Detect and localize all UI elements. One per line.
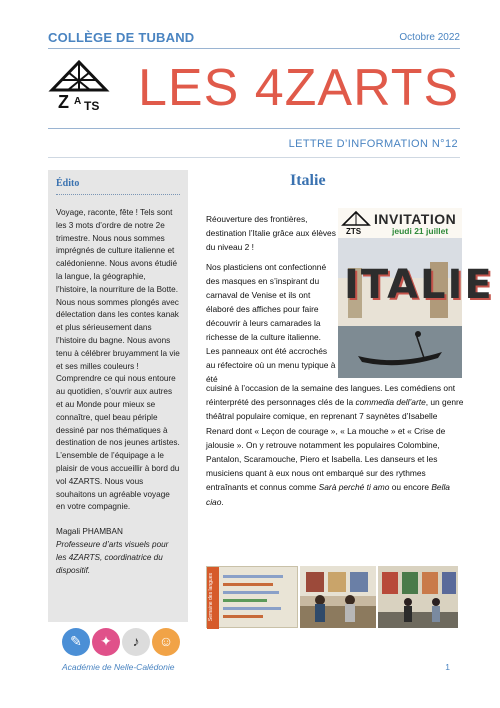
article-text: cuisiné à l’occasion de la semaine des langues. Les comédiens ont réinterprété des personnages clés de la <box>206 383 456 408</box>
newsletter-title: LES 4ZARTS <box>138 59 460 117</box>
classroom-photo <box>300 566 376 628</box>
article-text: ou encore <box>389 482 432 493</box>
menu-line <box>223 615 263 618</box>
venice-scene <box>338 238 462 378</box>
poster-word: ITALIE <box>344 262 494 308</box>
poster-invitation: INVITATION <box>374 211 457 227</box>
article-paragraph: Nos plasticiens ont confectionné des masques en s’inspirant du carnaval de Venise et ils ont élaboré des affiches pour faire découvrir à leurs camarades la richesse de la culture italienne. Les panneaux ont été accrochés au réfectoire où un menu typique à été <box>206 262 336 384</box>
header-row <box>48 30 460 46</box>
edito-heading: Édito <box>56 178 80 189</box>
edito-role: Professeure d’arts visuels pour les 4ZARTS, coordinatrice du dispositif. <box>56 539 169 575</box>
issue-date: Octobre 2022 <box>399 32 460 43</box>
newsletter-number: LETTRE D’INFORMATION N°12 <box>288 138 458 150</box>
edito-panel <box>48 170 188 622</box>
divider <box>48 128 460 129</box>
menu-line <box>223 591 279 594</box>
dance-icon: ✦ <box>92 628 120 656</box>
hallway-photo <box>378 566 458 628</box>
article-emphasis: commedia dell’arte <box>355 397 426 408</box>
article-paragraph <box>206 381 464 509</box>
photo-band <box>207 567 219 629</box>
invitation-poster <box>338 208 494 378</box>
academy-name: Académie de Nelle-Calédonie <box>62 662 175 672</box>
article-paragraph: Réouverture des frontières, destination l’Italie grâce aux élèves du niveau 2 ! <box>206 214 336 252</box>
divider <box>48 48 460 49</box>
menu-photo <box>206 566 298 628</box>
school-name: COLLÈGE DE TUBAND <box>48 30 195 45</box>
svg-text:ZTS: ZTS <box>346 227 362 236</box>
dotted-divider <box>56 194 180 195</box>
article-emphasis: Sarà perché ti amo <box>318 482 390 493</box>
photo-band-label: Semaine des langues <box>208 573 214 622</box>
svg-text:A: A <box>74 96 82 107</box>
edito-signature: Magali PHAMBAN <box>56 527 123 537</box>
article-title: Italie <box>290 172 326 189</box>
poster-date: jeudi 21 juillet <box>392 226 449 236</box>
page-number: 1 <box>445 662 450 672</box>
theatre-mask-icon: ☺ <box>152 628 180 656</box>
music-icon: ♪ <box>122 628 150 656</box>
4zarts-logo-icon <box>342 211 370 235</box>
discipline-icons <box>62 628 182 658</box>
svg-text:Z: Z <box>58 92 69 112</box>
article-text: . <box>221 496 224 507</box>
4zarts-logo-icon <box>50 60 108 112</box>
photo-strip <box>206 566 458 628</box>
edito-body: Voyage, raconte, fête ! Tels sont les 3 mots d’ordre de notre 2e trimestre. Nous nous sommes imprégnés de culture italienne et calédonienne. Nous avons étudié la langue, la géographie, l’histoire, la nourriture de la Botte. Nous nous sommes plongés avec délectation dans les contes kanak et plus sérieusement dans l’histoire du bagne. Nous avons tenu à célébrer bruyamment la vie et ses milles couleurs ! Comprendre ce qui nous entoure au quotidien, s’ouvrir aux autres et au Monde pour mieux se connaître, quel beau périple dessiné par nos thématiques à destination de nos jeunes artistes. L’ensemble de l’équipage a le plaisir de vous accueillir à bord du vol 4ZARTS. Nous vous souhaitons un agréable voyage en votre compagnie. <box>56 208 180 512</box>
article-emphasis: Bella ciao <box>206 482 450 507</box>
divider <box>48 157 460 158</box>
menu-line <box>223 607 281 610</box>
paint-icon: ✎ <box>62 628 90 656</box>
article-text: , un genre théâtral populaire comique, en reprenant 7 saynètes d’Isabelle Renard dont « Leçon de courage », « La mouche » et « Crise de jalousie ». On y retrouve notamment les populaires Colombine, Pantalon, Scaramouche, Piero et Isabella. Les danseurs et les musiciens quant à eux nous ont embarqué sur des rythmes entraînants et connus comme <box>206 397 464 493</box>
svg-text:TS: TS <box>84 99 100 113</box>
menu-line <box>223 575 283 578</box>
menu-line <box>223 599 267 602</box>
menu-line <box>223 583 273 586</box>
